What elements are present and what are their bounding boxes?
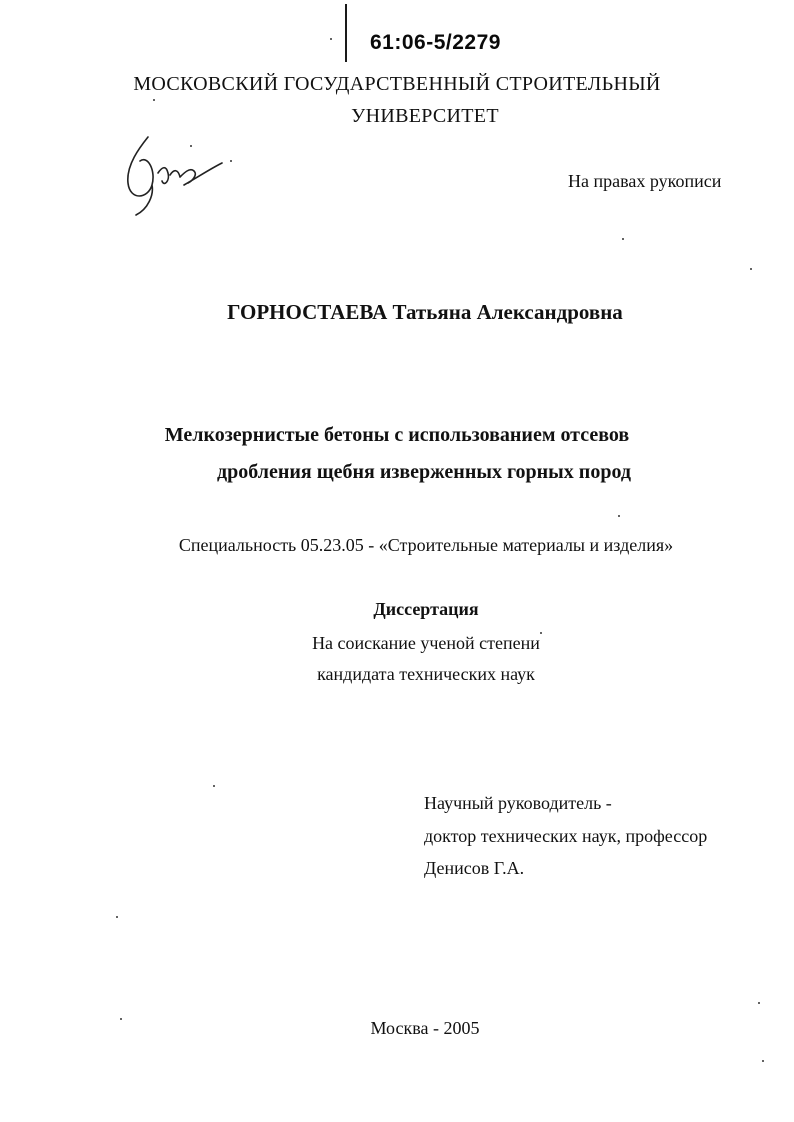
scan-speck: [622, 238, 624, 240]
dissertation-title-line-2: дробления щебня изверженных горных пород: [217, 461, 631, 483]
document-type: Диссертация: [373, 599, 479, 619]
archive-stamp-bar: [345, 4, 347, 62]
scan-speck: [618, 515, 620, 517]
scan-speck: [540, 632, 542, 634]
degree-line-2: кандидата технических наук: [317, 664, 535, 684]
scan-speck: [330, 38, 332, 40]
university-name-line-2: УНИВЕРСИТЕТ: [351, 105, 499, 127]
scan-speck: [750, 268, 752, 270]
scan-speck: [213, 785, 215, 787]
scan-speck: [762, 1060, 764, 1062]
author-name: ГОРНОСТАЕВА Татьяна Александровна: [227, 300, 623, 324]
handwritten-signature: [118, 125, 228, 225]
dissertation-title-line-1: Мелкозернистые бетоны с использованием отсевов: [164, 424, 630, 446]
supervisor-label: Научный руководитель -: [424, 793, 612, 813]
scan-speck: [230, 160, 232, 162]
degree-line-1: На соискание ученой степени: [312, 633, 540, 653]
scan-speck: [116, 916, 118, 918]
city-and-year: Москва - 2005: [370, 1018, 480, 1038]
scan-speck: [153, 99, 155, 101]
manuscript-rights-note: На правах рукописи: [568, 171, 722, 191]
supervisor-degree: доктор технических наук, профессор: [424, 826, 708, 846]
catalog-number: 61:06-5/2279: [370, 31, 501, 54]
scan-speck: [190, 145, 192, 147]
scan-speck: [120, 1018, 122, 1020]
scan-speck: [758, 1002, 760, 1004]
specialty-line: Специальность 05.23.05 - «Строительные материалы и изделия»: [178, 535, 674, 555]
university-name-line-1: МОСКОВСКИЙ ГОСУДАРСТВЕННЫЙ СТРОИТЕЛЬНЫЙ: [133, 73, 661, 95]
supervisor-name: Денисов Г.А.: [424, 858, 525, 878]
